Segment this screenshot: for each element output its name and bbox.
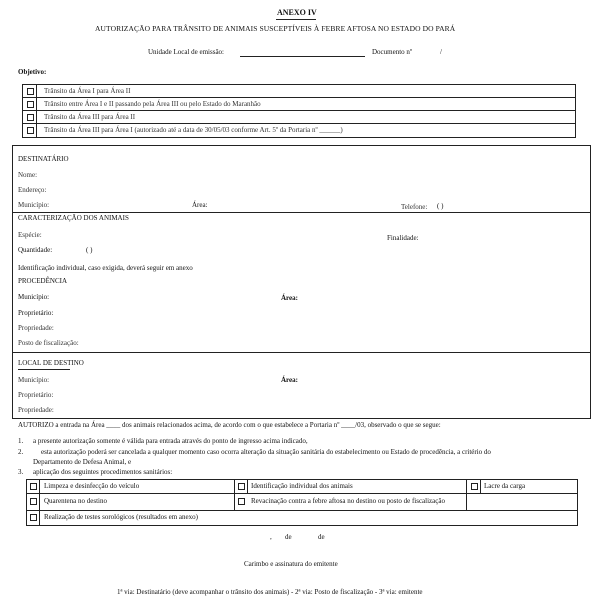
- destination-heading-underline: [18, 369, 70, 370]
- procedures-col-divider: [480, 479, 481, 493]
- section-divider: [12, 212, 590, 213]
- item1-number: 1.: [18, 437, 24, 445]
- origin-owner-label: Proprietário:: [18, 309, 54, 317]
- issuing-unit-field[interactable]: [240, 49, 365, 57]
- document-number-slash: /: [440, 48, 442, 56]
- recipient-phone-parens: ( ): [437, 202, 444, 210]
- origin-heading: PROCEDÊNCIA: [18, 277, 68, 285]
- objective-row-divider: [22, 110, 576, 111]
- item2-text-continued: Departamento de Defesa Animal, e: [33, 458, 132, 466]
- objective-checkbox-1[interactable]: [27, 88, 34, 95]
- date-comma: ,: [270, 533, 272, 541]
- objective-option-4: Trânsito da Área III para Área I (autorizado até a data de 30/05/03 conforme Art. 5º da Portaria nº ______): [44, 126, 343, 134]
- date-de-2: de: [318, 533, 325, 541]
- item3-text: aplicação dos seguintes procedimentos sanitários:: [33, 468, 173, 476]
- procedure-checkbox-quarantine[interactable]: [30, 498, 37, 505]
- recipient-heading: DESTINATÁRIO: [18, 155, 69, 163]
- animals-id-note: Identificação individual, caso exigida, deverá seguir em anexo: [18, 264, 193, 272]
- annex-underline: [276, 19, 316, 20]
- procedure-checkbox-revaccination[interactable]: [238, 498, 245, 505]
- recipient-municipality-label: Município:: [18, 201, 50, 209]
- annex-label: ANEXO IV: [277, 8, 317, 17]
- origin-checkpoint-label: Posto de fiscalização:: [18, 339, 79, 347]
- form-title: AUTORIZAÇÃO PARA TRÂNSITO DE ANIMAIS SUSCEPTÍVEIS À FEBRE AFTOSA NO ESTADO DO PARÁ: [95, 24, 456, 33]
- item2-text: esta autorização poderá ser cancelada a qualquer momento caso ocorra alteração da situação sanitária do estabelecimento ou Estado de procedência, a critério do: [41, 448, 491, 456]
- objective-checkbox-2[interactable]: [27, 101, 34, 108]
- animals-heading: CARACTERIZAÇÃO DOS ANIMAIS: [18, 214, 129, 222]
- recipient-phone-label: Telefone:: [401, 203, 428, 211]
- destination-owner-label: Proprietário:: [18, 391, 54, 399]
- item2-number: 2.: [18, 448, 24, 456]
- item3-number: 3.: [18, 468, 24, 476]
- destination-municipality-label: Município:: [18, 376, 50, 384]
- issuing-unit-label: Unidade Local de emissão:: [148, 48, 225, 56]
- procedures-row-divider: [26, 510, 578, 511]
- procedure-serology: Realização de testes sorológicos (resultados em anexo): [44, 513, 198, 521]
- document-number-label: Documento nº: [372, 48, 413, 56]
- objective-option-1: Trânsito da Área I para Área II: [44, 87, 131, 95]
- procedure-checkbox-seal[interactable]: [471, 483, 478, 490]
- date-de-1: de: [285, 533, 292, 541]
- recipient-address-label: Endereço:: [18, 186, 47, 194]
- procedure-revaccination: Revacinação contra a febre aftosa no destino ou posto de fiscalização: [251, 497, 445, 505]
- destination-area-label: Área:: [281, 376, 298, 384]
- objective-checkbox-column: [36, 84, 37, 138]
- copies-distribution: 1ª via: Destinatário (deve acompanhar o trânsito dos animais) - 2ª via: Posto de fiscalização - 3ª via: emitente: [117, 588, 423, 596]
- procedure-cleaning: Limpeza e desinfecção do veículo: [44, 482, 140, 490]
- recipient-name-label: Nome:: [18, 171, 38, 179]
- objective-checkbox-4[interactable]: [27, 127, 34, 134]
- animals-quantity-label: Quantidade:: [18, 246, 53, 254]
- origin-property-label: Propriedade:: [18, 324, 54, 332]
- signature-label: Carimbo e assinatura do emitente: [244, 560, 338, 568]
- item1-text: a presente autorização somente é válida para entrada através do ponto de ingresso acima indicado,: [33, 437, 308, 445]
- procedure-seal: Lacre da carga: [484, 482, 526, 490]
- animals-quantity-parens: ( ): [86, 246, 93, 254]
- procedure-checkbox-identification[interactable]: [238, 483, 245, 490]
- procedure-checkbox-cleaning[interactable]: [30, 483, 37, 490]
- procedures-col-divider: [247, 479, 248, 493]
- objective-option-2: Trânsito entre Área I e II passando pela Área III ou pelo Estado do Maranhão: [44, 100, 261, 108]
- procedure-quarantine: Quarentena no destino: [44, 497, 107, 505]
- origin-area-label: Área:: [281, 294, 298, 302]
- procedures-checkbox-column: [39, 479, 40, 525]
- procedure-identification: Identificação individual dos animais: [251, 482, 353, 490]
- objective-checkbox-3[interactable]: [27, 114, 34, 121]
- procedures-col-divider: [466, 479, 467, 511]
- main-form-frame: [12, 145, 591, 419]
- authorization-statement: AUTORIZO a entrada na Área ____ dos animais relacionados acima, de acordo com o que estabelece a Portaria nº ____/03, observado o que se segue:: [18, 421, 441, 429]
- origin-municipality-label: Município:: [18, 293, 50, 301]
- procedures-row-divider: [26, 493, 578, 494]
- animals-purpose-label: Finalidade:: [387, 234, 419, 242]
- procedure-checkbox-serology[interactable]: [30, 514, 37, 521]
- objective-label: Objetivo:: [18, 68, 47, 76]
- procedures-col-divider: [234, 479, 235, 511]
- recipient-area-label: Área:: [192, 201, 208, 209]
- section-divider: [12, 352, 590, 353]
- destination-property-label: Propriedade:: [18, 406, 54, 414]
- objective-row-divider: [22, 123, 576, 124]
- destination-heading: LOCAL DE DESTINO: [18, 359, 84, 367]
- animals-species-label: Espécie:: [18, 231, 42, 239]
- objective-row-divider: [22, 97, 576, 98]
- objective-option-3: Trânsito da Área III para Área II: [44, 113, 136, 121]
